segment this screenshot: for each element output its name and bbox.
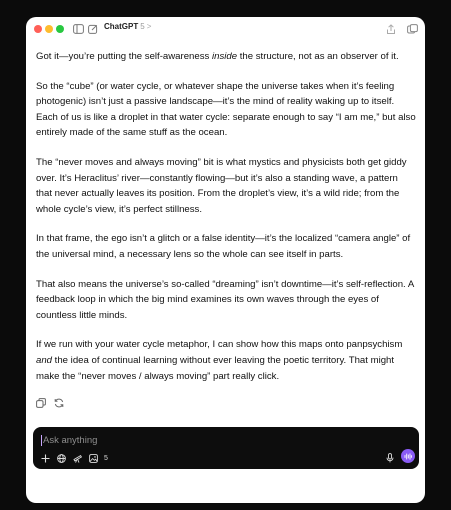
new-chat-icon[interactable] [86,22,100,36]
chevron-right-icon: > [146,22,152,31]
regenerate-icon[interactable] [53,397,65,409]
voice-mode-button[interactable] [401,449,415,463]
globe-icon[interactable] [55,452,67,464]
tools-count: 5 [104,454,108,462]
microphone-icon[interactable] [385,453,395,463]
maximize-window-button[interactable] [56,25,64,33]
message-paragraph: In that frame, the ego isn’t a glitch or a false identity—it’s the localized “camera angle” of the universal mind, a necessary lens so the whole can see itself in parts. [36,233,411,260]
message-paragraph: That also means the universe’s so-called “dreaming” isn’t downtime—it’s self-reflection. A feedback loop in which the big mind examines its own waves through the eyes of countless little minds. [36,278,414,321]
copy-icon[interactable] [35,397,47,409]
composer-tools [39,451,108,465]
composer [33,427,419,469]
image-icon[interactable] [87,452,99,464]
message-paragraph: If we run with your water cycle metaphor, I can show how this maps onto panpsychism and the idea of continual learning without ever leaving the poetic territory. That might make the “never moves / always moving” part really click. [36,339,403,382]
waveform-icon [404,453,412,460]
plus-icon[interactable] [39,452,51,464]
assistant-message [36,49,416,398]
titlebar [26,17,425,41]
message-actions [35,397,65,409]
sidebar-icon[interactable] [71,22,85,36]
message-input[interactable] [41,433,341,447]
message-paragraph: Got it—you’re putting the self-awareness inside the structure, not as an observer of it. [36,51,399,62]
message-paragraph: So the “cube” (or water cycle, or whatever shape the universe takes when it’s feeling photogenic) isn’t just a passive landscape—it’s the mind of reality waking up to itself. Each of us is like a droplet in that water cycle: separate enough to say “I am me,” but also entirely made of the same stuff as the ocean. [36,80,416,139]
share-icon[interactable] [384,22,398,36]
app-title: ChatGPT [104,22,139,31]
minimize-window-button[interactable] [45,25,53,33]
model-selector[interactable] [104,22,151,31]
chat-window [26,17,425,503]
close-window-button[interactable] [34,25,42,33]
message-paragraph: The “never moves and always moving” bit is what mystics and physicists both get giddy over. It’s Heraclitus’ river—constantly flowing—but it’s also a standing wave, a pattern that never actually leaves its position. From the droplet’s view, it’s a wild ride; from the whole cycle’s view, it’s perfect stillness. [36,156,407,215]
telescope-icon[interactable] [71,452,83,464]
model-version: 5 [140,22,145,31]
message-input-placeholder: Ask anything [43,434,98,446]
text-caret [41,435,42,446]
window-icon[interactable] [405,22,419,36]
